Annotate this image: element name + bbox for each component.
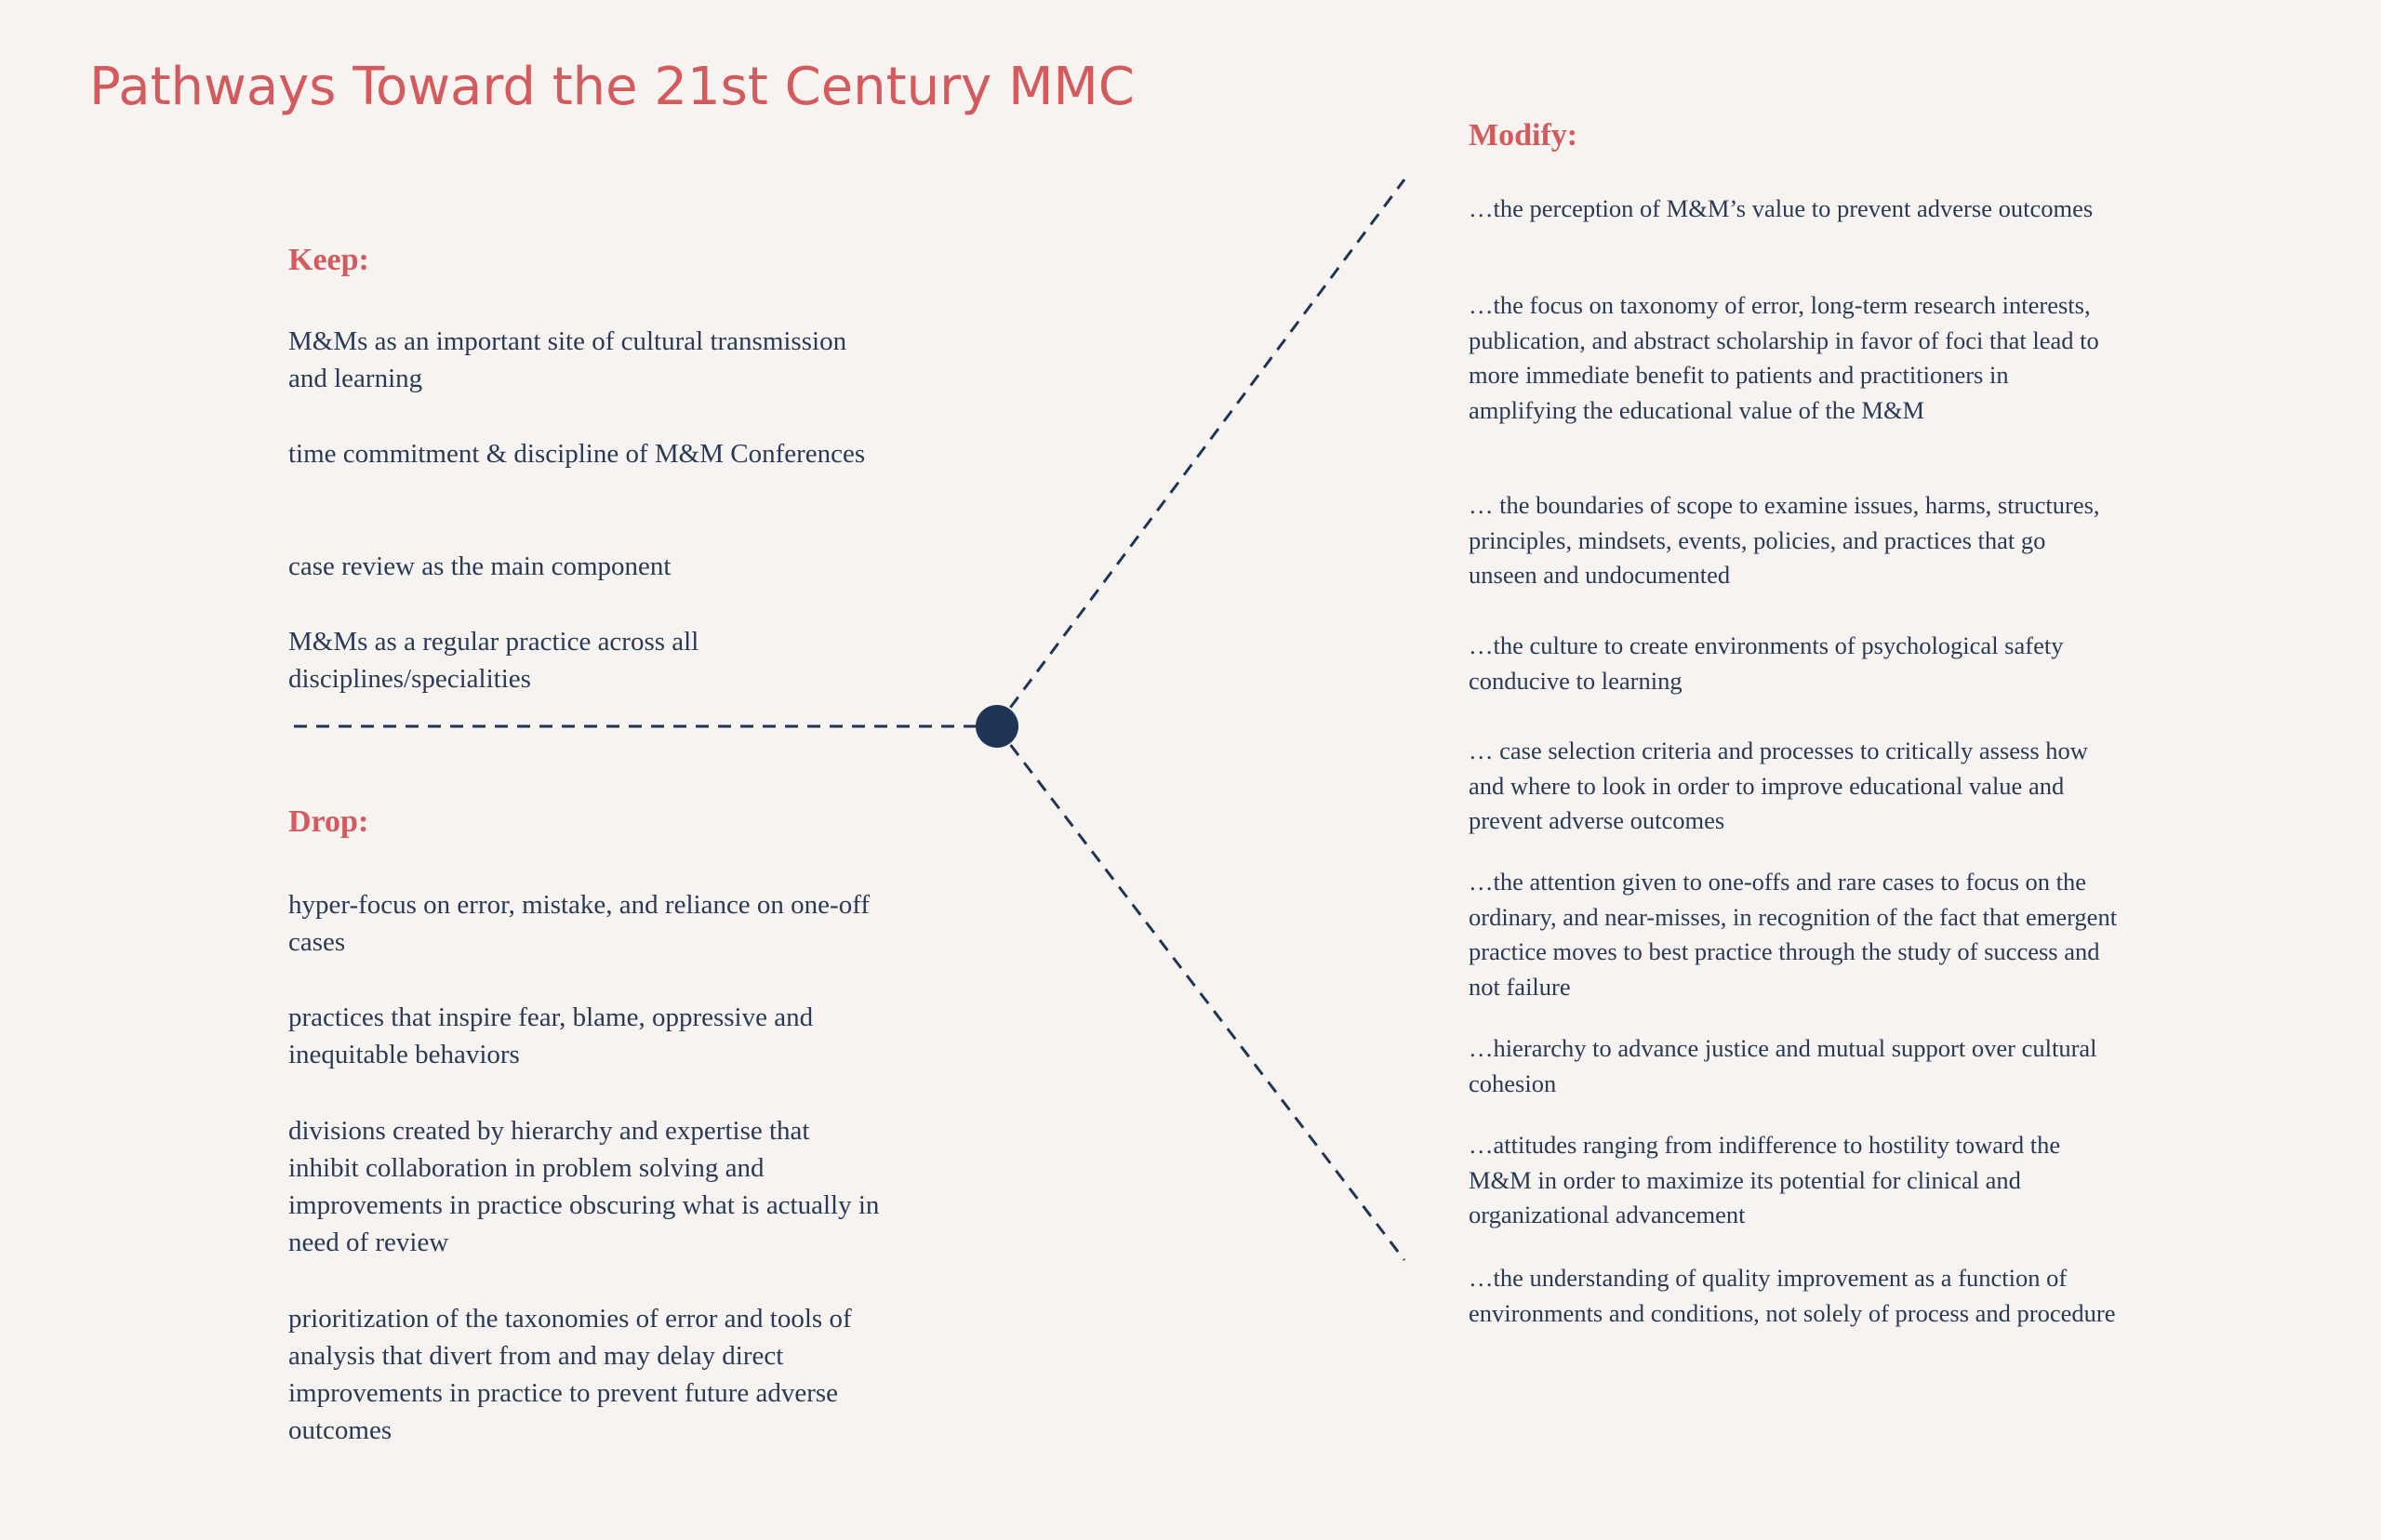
modify-item: …the understanding of quality improvement as a function of environments and conditions, not solely of process and procedure <box>1469 1264 2116 1327</box>
junction-node <box>976 705 1018 748</box>
drop-item: prioritization of the taxonomies of error and tools of analysis that divert from and may delay direct improvements in practice to prevent future adverse outcomes <box>288 1304 852 1445</box>
drop-item: practices that inspire fear, blame, oppressive and inequitable behaviors <box>288 1002 814 1069</box>
modify-heading: Modify: <box>1469 118 1578 153</box>
branch-line-up <box>997 179 1404 725</box>
keep-item: time commitment & discipline of M&M Conferences <box>288 439 866 469</box>
keep-item: M&Ms as an important site of cultural transmission and learning <box>288 326 847 393</box>
modify-item: …the focus on taxonomy of error, long-term research interests, publication, and abstract scholarship in favor of foci that lead to more immediate benefit to patients and practitioners in amplifying the educational value of the M&M <box>1469 291 2099 424</box>
modify-item: …attitudes ranging from indifference to hostility toward the M&M in order to maximize its potential for clinical and organizational advancement <box>1469 1131 2061 1228</box>
modify-item: … case selection criteria and processes to critically assess how and where to look in order to improve educational value and prevent adverse outcomes <box>1469 737 2088 834</box>
keep-item: M&Ms as a regular practice across all disciplines/specialities <box>288 627 699 694</box>
drop-heading: Drop: <box>288 804 369 839</box>
drop-item: divisions created by hierarchy and expertise that inhibit collaboration in problem solving and improvements in practice obscuring what is actually in need of review <box>288 1116 880 1257</box>
page-title: Pathways Toward the 21st Century MMC <box>89 57 1135 117</box>
modify-item: …the perception of M&M’s value to prevent adverse outcomes <box>1469 194 2094 222</box>
modify-item: …the attention given to one-offs and rare cases to focus on the ordinary, and near-misses, in recognition of the fact that emergent practice moves to best practice through the study of success and not failure <box>1469 868 2118 1001</box>
keep-heading: Keep: <box>288 243 369 277</box>
modify-item: …hierarchy to advance justice and mutual support over cultural cohesion <box>1469 1034 2097 1097</box>
keep-item: case review as the main component <box>288 551 672 581</box>
drop-item: hyper-focus on error, mistake, and reliance on one-off cases <box>288 890 871 957</box>
modify-item: … the boundaries of scope to examine issues, harms, structures, principles, mindsets, events, policies, and practices that go unseen and undocumented <box>1469 491 2100 589</box>
branch-line-down <box>997 727 1404 1260</box>
modify-item: …the culture to create environments of psychological safety conducive to learning <box>1469 631 2064 695</box>
